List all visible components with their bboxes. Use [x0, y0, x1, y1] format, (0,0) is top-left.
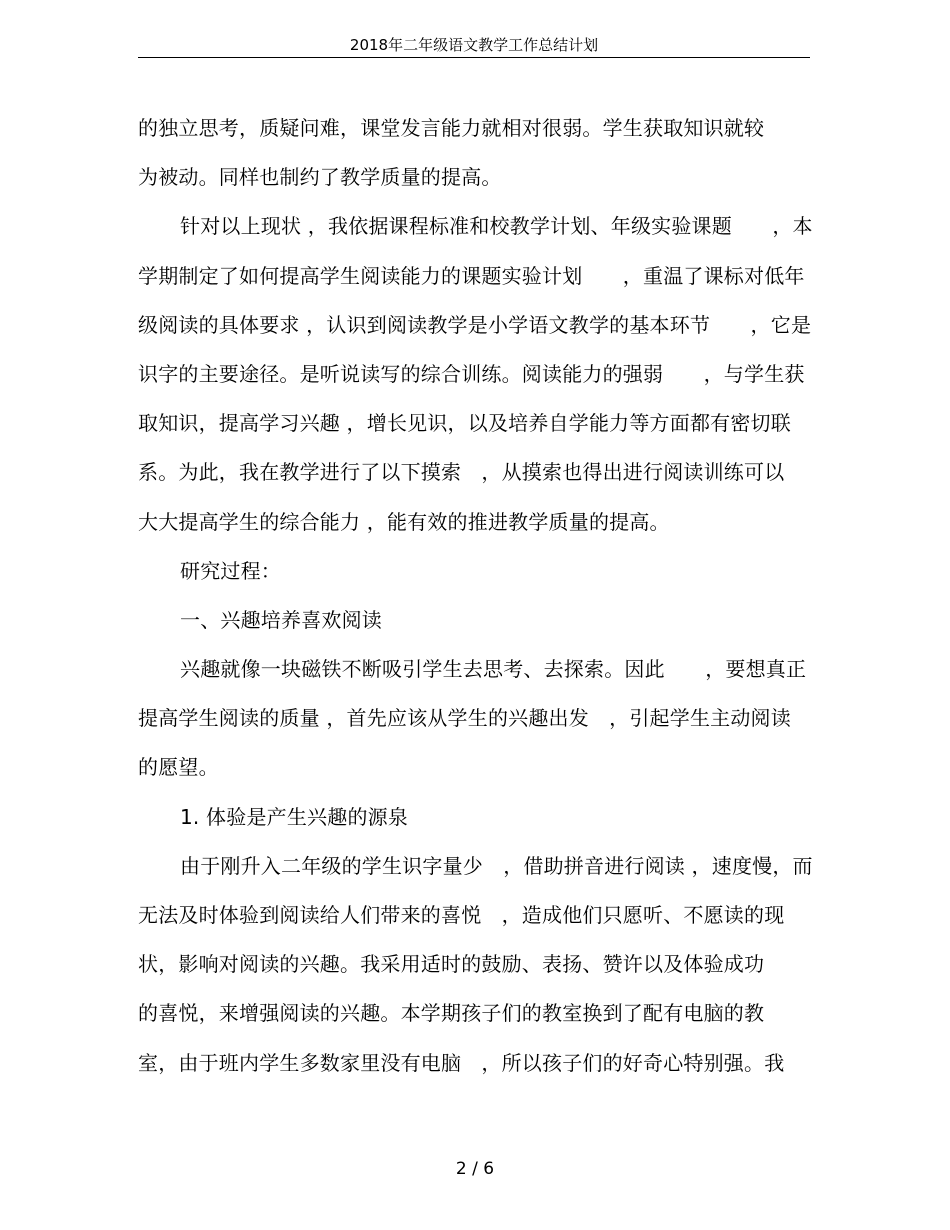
text-line: 大大提高学生的综合能力 ，能有效的推进教学质量的提高。 [138, 509, 670, 534]
subsection-heading: 1. 体验是产生兴趣的源泉 [180, 804, 409, 829]
text-line: 识字的主要途径。是听说读写的综合训练。阅读能力的强弱 ，与学生获 [138, 361, 805, 386]
text-line: 为被动。同样也制约了教学质量的提高。 [138, 165, 502, 190]
body-text [138, 108, 818, 1092]
page-number: 2 / 6 [455, 1159, 495, 1179]
text-line: 系。为此，我在教学进行了以下摸索 ，从摸索也得出进行阅读训练可以 [138, 460, 785, 485]
text-line: 的独立思考，质疑问难，课堂发言能力就相对很弱。学生获取知识就较 [138, 116, 765, 140]
text-line: 学期制定了如何提高学生阅读能力的课题实验计划 ，重温了课标对低年 [138, 263, 805, 288]
section-heading: 一、兴趣培养喜欢阅读 [180, 607, 382, 632]
section-heading: 研究过程： [180, 558, 281, 583]
text-line: 针对以上现状 ，我依据课程标准和校教学计划、年级实验课题 ，本 [180, 214, 813, 239]
text-line: 的喜悦，来增强阅读的兴趣。本学期孩子们的教室换到了配有电脑的教 [138, 1001, 765, 1026]
text-line: 兴趣就像一块磁铁不断吸引学生去思考、去探索。因此 ，要想真正 [180, 657, 807, 682]
header-divider [138, 57, 810, 58]
text-line: 级阅读的具体要求 ，认识到阅读教学是小学语文教学的基本环节 ，它是 [138, 312, 812, 337]
text-line: 由于刚升入二年级的学生识字量少 ，借助拼音进行阅读 ，速度慢，而 [180, 853, 813, 878]
text-line: 的愿望。 [138, 755, 219, 780]
text-line: 无法及时体验到阅读给人们带来的喜悦 ，造成他们只愿听、不愿读的现 [138, 903, 785, 927]
text-line: 室，由于班内学生多数家里没有电脑 ，所以孩子们的好奇心特别强。我 [138, 1050, 785, 1075]
text-line: 提高学生阅读的质量 ，首先应该从学生的兴趣出发 ，引起学生主动阅读 [138, 706, 791, 731]
text-line: 取知识，提高学习兴趣 ，增长见识，以及培养自学能力等方面都有密切联 [138, 411, 791, 436]
text-line: 状，影响对阅读的兴趣。我采用适时的鼓励、表扬、赞许以及体验成功 [138, 952, 765, 977]
page-header-title: 2018年二年级语文教学工作总结计划 [349, 36, 599, 54]
